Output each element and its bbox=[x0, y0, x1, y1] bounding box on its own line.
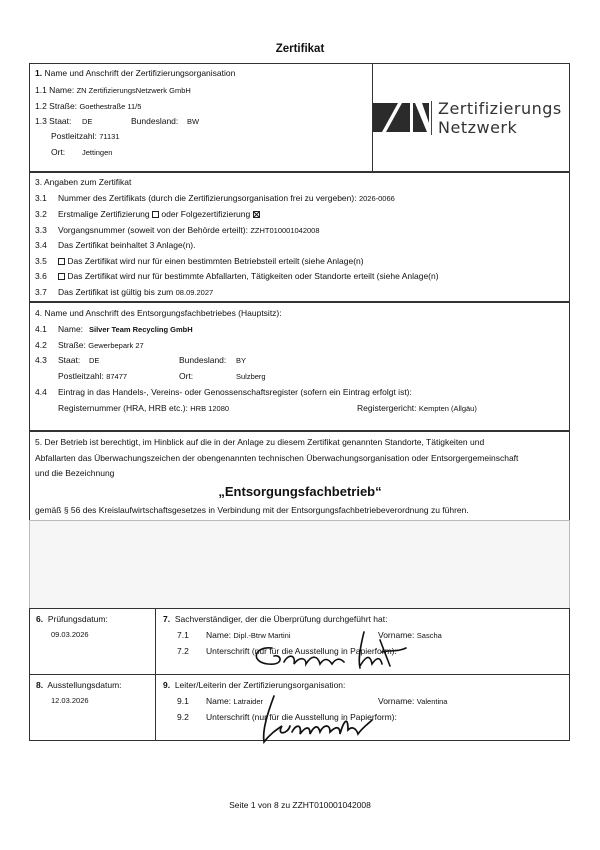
section-3-heading: 3. Angaben zum Zertifikat bbox=[35, 177, 132, 187]
section-3-box bbox=[29, 172, 570, 302]
company-plz-row: Postleitzahl: 87477 bbox=[58, 371, 128, 381]
s7-vorname-row: Vorname: Sascha bbox=[378, 630, 442, 640]
section-5-line-1: 5. Der Betrieb ist berechtigt, im Hinblick auf die in der Anlage zu diesem Zertifikat genannten Standorte, Tätigkeiten und bbox=[35, 437, 485, 447]
section-5-line-4: gemäß § 56 des Kreislaufwirtschaftsgesetzes in Verbindung mit der Entsorgungsfachbetriebeverordnung zu führen. bbox=[35, 505, 469, 515]
s9-row-9-2: 9.2 bbox=[177, 712, 189, 722]
cert-row-3-6: 3.6 bbox=[35, 271, 47, 281]
cert-row-3-4: 3.4 bbox=[35, 240, 47, 250]
logo-text-line2: Netzwerk bbox=[438, 118, 518, 137]
signature-table-divider-v bbox=[155, 608, 156, 741]
cert-row-3-7-text: Das Zertifikat ist gültig bis zum 08.09.2027 bbox=[58, 287, 214, 297]
cert-row-3-3: 3.3 bbox=[35, 225, 47, 235]
cert-row-3-7: 3.7 bbox=[35, 287, 47, 297]
s9-label: 9. Leiter/Leiterin der Zertifizierungsorganisation: bbox=[163, 680, 346, 690]
cert-number-value: 2026-0066 bbox=[358, 194, 395, 203]
cert-row-3-5: 3.5 bbox=[35, 256, 47, 266]
s9-vorname-row: Vorname: Valentina bbox=[378, 696, 448, 706]
section-4-heading: 4. Name und Anschrift des Entsorgungsfachbetriebes (Hauptsitz): bbox=[35, 308, 282, 318]
s8-label: 8. Ausstellungsdatum: bbox=[36, 680, 122, 690]
s9-row-9-1: 9.1 bbox=[177, 696, 189, 706]
zn-logo-icon bbox=[372, 101, 432, 135]
org-name-row: 1.1 Name: ZN ZertifizierungsNetzwerk GmbH bbox=[35, 85, 191, 95]
cert-row-3-1-text: Nummer des Zertifikats (durch die Zertifizierungsorganisation frei zu vergeben): 2026-0066 bbox=[58, 193, 395, 203]
cert-row-3-2: 3.2 bbox=[35, 209, 47, 219]
leader-name-value: Latraider bbox=[233, 697, 264, 706]
org-street-value: Goethestraße 11/5 bbox=[79, 102, 142, 111]
section-5-line-2: Abfallarten das Überwachungszeichen der obengenannten technischen Überwachungsorganisation oder Entsorgergemeinschaft bbox=[35, 453, 519, 463]
cert-row-3-6-text: Das Zertifikat wird nur für bestimmte Abfallarten, Tätigkeiten oder Standorte erteilt (siehe Anlage(n) bbox=[58, 271, 439, 281]
checkbox-folgezertifizierung[interactable] bbox=[253, 211, 260, 218]
checkbox-erstmalig[interactable] bbox=[152, 211, 159, 218]
company-street-row: Straße: Gewerbepark 27 bbox=[58, 340, 144, 350]
register-court-value: Kempten (Allgäu) bbox=[418, 404, 477, 413]
cert-row-3-5-text: Das Zertifikat wird nur für einen bestimmten Betriebsteil erteilt (siehe Anlage(n) bbox=[58, 256, 364, 266]
s9-name-row: Name: Latraider bbox=[206, 696, 264, 706]
company-row-4-4: 4.4 bbox=[35, 387, 47, 397]
expert-signature-icon bbox=[240, 618, 420, 676]
org-name-value: ZN ZertifizierungsNetzwerk GmbH bbox=[76, 86, 191, 95]
company-name-label: Name: bbox=[58, 324, 84, 334]
cert-row-3-1: 3.1 bbox=[35, 193, 47, 203]
company-ort-label: Ort: bbox=[179, 371, 194, 381]
company-row-4-1: 4.1 bbox=[35, 324, 47, 334]
empty-area bbox=[29, 520, 570, 609]
company-ort-value: Sulzberg bbox=[236, 372, 266, 381]
company-state-value: DE bbox=[89, 356, 100, 365]
company-name-value: Silver Team Recycling GmbH bbox=[89, 325, 193, 334]
pruefungsdatum-value: 09.03.2026 bbox=[51, 630, 89, 639]
designation-title: „Entsorgungsfachbetrieb“ bbox=[218, 484, 382, 499]
register-number-row: Registernummer (HRA, HRB etc.): HRB 12080 bbox=[58, 403, 230, 413]
company-row-4-2: 4.2 bbox=[35, 340, 47, 350]
company-row-4-3: 4.3 bbox=[35, 355, 47, 365]
expert-name-value: Dipl.-Btrw Martini bbox=[233, 631, 291, 640]
s7-row-7-2: 7.2 bbox=[177, 646, 189, 656]
s9-signature-label: Unterschrift (nur für die Ausstellung in Papierform): bbox=[206, 712, 397, 722]
leader-vorname-value: Valentina bbox=[416, 697, 448, 706]
org-state-value: DE bbox=[82, 117, 93, 126]
org-bundesland-label: Bundesland: bbox=[131, 116, 179, 126]
valid-until-value: 08.09.2027 bbox=[175, 288, 214, 297]
document-title: Zertifikat bbox=[275, 43, 325, 55]
s7-label: 7. Sachverständiger, der die Überprüfung durchgeführt hat: bbox=[163, 614, 388, 624]
s6-label: 6. Prüfungsdatum: bbox=[36, 614, 108, 624]
org-plz-value: 71131 bbox=[99, 132, 120, 141]
checkbox-abfallarten[interactable] bbox=[58, 273, 65, 280]
org-ort-value: Jettingen bbox=[82, 148, 113, 157]
org-plz-row: Postleitzahl: 71131 bbox=[51, 131, 120, 141]
company-street-value: Gewerbepark 27 bbox=[88, 341, 144, 350]
s7-row-7-1: 7.1 bbox=[177, 630, 189, 640]
section-5-line-3: und die Bezeichnung bbox=[35, 468, 115, 478]
checkbox-betriebsteil[interactable] bbox=[58, 258, 65, 265]
register-court-row: Registergericht: Kempten (Allgäu) bbox=[357, 403, 477, 413]
page-footer: Seite 1 von 8 zu ZZHT010001042008 bbox=[229, 800, 371, 810]
org-bundesland-value: BW bbox=[187, 117, 200, 126]
cert-row-3-2-text: Erstmalige Zertifizierung oder Folgezertifizierung bbox=[58, 209, 260, 219]
section-1-heading: 1. Name und Anschrift der Zertifizierungsorganisation bbox=[35, 68, 236, 78]
logo-divider bbox=[431, 101, 432, 135]
register-entry-text: Eintrag in das Handels-, Vereins- oder Genossenschaftsregister (sofern ein Eintrag erfolgt ist): bbox=[58, 387, 412, 397]
vorgangsnummer-value: ZZHT010001042008 bbox=[250, 226, 320, 235]
company-state-label: Staat: bbox=[58, 355, 81, 365]
ausstellungsdatum-value: 12.03.2026 bbox=[51, 696, 89, 705]
cert-row-3-4-text: Das Zertifikat beinhaltet 3 Anlage(n). bbox=[58, 240, 196, 250]
org-ort-label: Ort: bbox=[51, 147, 66, 157]
leader-signature-icon bbox=[252, 690, 382, 746]
company-plz-value: 87477 bbox=[106, 372, 128, 381]
company-bundesland-label: Bundesland: bbox=[179, 355, 227, 365]
s7-signature-label: Unterschrift (nur für die Ausstellung in Papierform): bbox=[206, 646, 397, 656]
register-number-value: HRB 12080 bbox=[190, 404, 230, 413]
expert-vorname-value: Sascha bbox=[416, 631, 442, 640]
s7-name-row: Name: Dipl.-Btrw Martini bbox=[206, 630, 291, 640]
org-street-row: 1.2 Straße: Goethestraße 11/5 bbox=[35, 101, 142, 111]
logo-text-line1: Zertifizierungs bbox=[438, 99, 562, 118]
company-bundesland-value: BY bbox=[236, 356, 247, 365]
cert-row-3-3-text: Vorgangsnummer (soweit von der Behörde erteilt): ZZHT010001042008 bbox=[58, 225, 320, 235]
org-state-row: 1.3 Staat: bbox=[35, 116, 72, 126]
